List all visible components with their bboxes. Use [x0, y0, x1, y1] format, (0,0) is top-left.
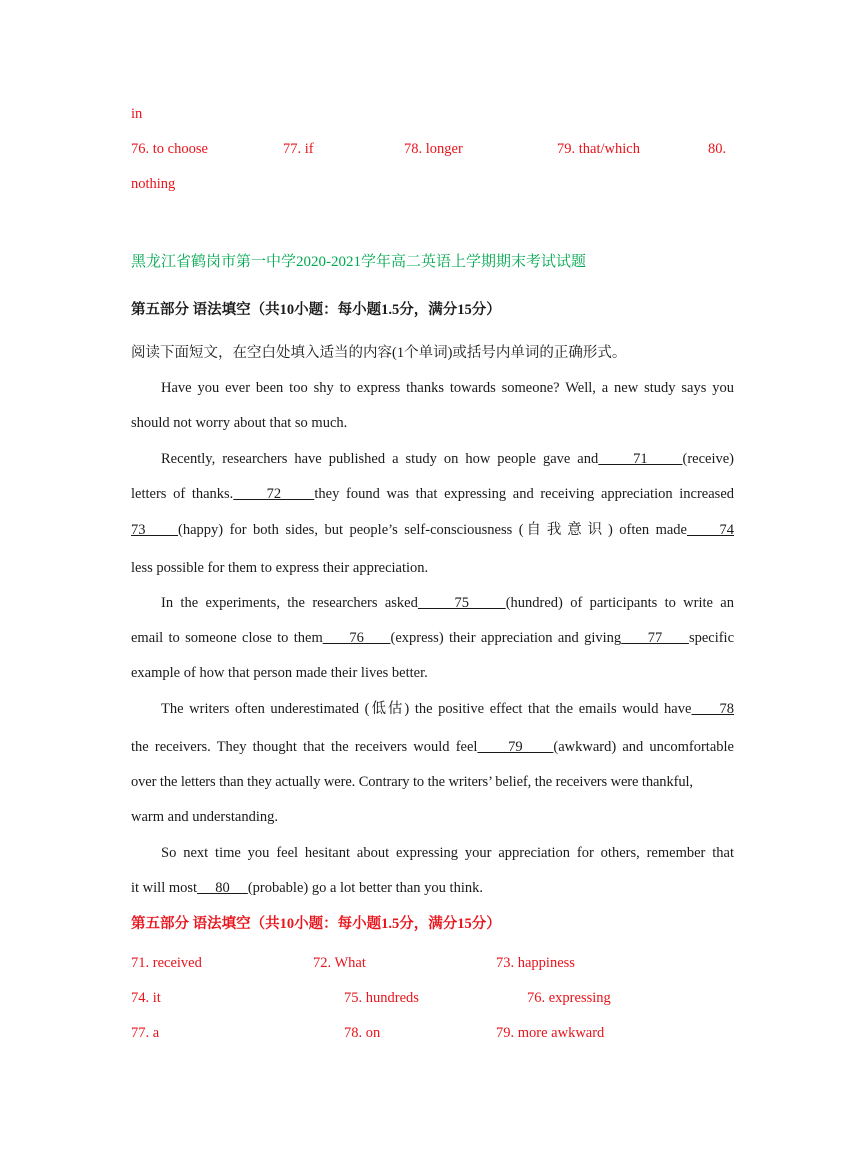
passage-p3-line2: email to someone close to them 76 (express) their appreciation and giving 77 specific [131, 630, 735, 646]
answer-77: 77. a [131, 1025, 160, 1041]
blank-72: 72 [233, 486, 315, 502]
answer-78: 78. on [344, 1025, 381, 1041]
blank-76: 76 [322, 630, 391, 646]
passage-p5-line2: it will most 80 (probable) go a lot better than you think. [131, 880, 483, 896]
answer-74: 74. it [131, 990, 161, 1006]
instruction: 阅读下面短文，在空白处填入适当的内容(1个单词)或括号内单词的正确形式。 [131, 345, 627, 361]
answer-72: 72. What [313, 955, 366, 971]
answer-79: 79. more awkward [496, 1025, 605, 1041]
prev-answer-76: 76. to choose [131, 141, 208, 157]
source-title: 黑龙江省鹤岗市第一中学2020-2021学年高二英语上学期期末考试试题 [131, 254, 586, 270]
blank-74: 74 [687, 522, 735, 538]
prev-answer-in: in [131, 106, 143, 122]
blank-78: 78 [691, 701, 734, 717]
prev-answer-nothing: nothing [131, 176, 176, 192]
passage-p2-line3: 73 (happy) for both sides, but people’s self-consciousness (自我意识) often made 74 [131, 522, 735, 538]
passage-p1-line2: should not worry about that so much. [131, 415, 348, 431]
blank-79: 79 [477, 739, 554, 755]
passage-p2-line2: letters of thanks. 72 they found was that expressing and receiving appreciation increased [131, 486, 734, 502]
blank-75: 75 [417, 595, 506, 611]
passage-p1-line1: Have you ever been too shy to express thanks towards someone? Well, a new study says you [161, 380, 734, 396]
blank-73: 73 [131, 522, 179, 538]
passage-p4-line2: the receivers. They thought that the receivers would feel 79 (awkward) and uncomfortable [131, 739, 734, 755]
answer-73: 73. happiness [496, 955, 575, 971]
answer-71: 71. received [131, 955, 202, 971]
blank-80: 80 [197, 880, 248, 896]
blank-71: 71 [598, 451, 683, 467]
passage-p3-line1: In the experiments, the researchers asked 75 (hundred) of participants to write an [161, 595, 734, 611]
passage-p4-line1: The writers often underestimated (低估) the positive effect that the emails would have 78 [161, 701, 734, 717]
passage-p4-line4: warm and understanding. [131, 809, 278, 825]
prev-answer-77: 77. if [283, 141, 314, 157]
section-heading: 第五部分 语法填空（共10小题：每小题1.5分，满分15分） [131, 302, 501, 318]
blank-77: 77 [621, 630, 689, 646]
answer-heading: 第五部分 语法填空（共10小题：每小题1.5分，满分15分） [131, 916, 501, 932]
prev-answer-80: 80. [708, 141, 727, 157]
prev-answer-79: 79. that/which [557, 141, 640, 157]
passage-p2-line1: Recently, researchers have published a study on how people gave and 71 (receive) [161, 451, 735, 467]
passage-p4-line3: over the letters than they actually were. Contrary to the writers’ belief, the receivers were thankful, [131, 774, 693, 790]
passage-p5-line1: So next time you feel hesitant about expressing your appreciation for others, remember that [161, 845, 734, 861]
prev-answer-78: 78. longer [404, 141, 463, 157]
passage-p2-line4: less possible for them to express their appreciation. [131, 560, 429, 576]
answer-75: 75. hundreds [344, 990, 419, 1006]
passage-p3-line3: example of how that person made their lives better. [131, 665, 428, 681]
answer-76: 76. expressing [527, 990, 611, 1006]
